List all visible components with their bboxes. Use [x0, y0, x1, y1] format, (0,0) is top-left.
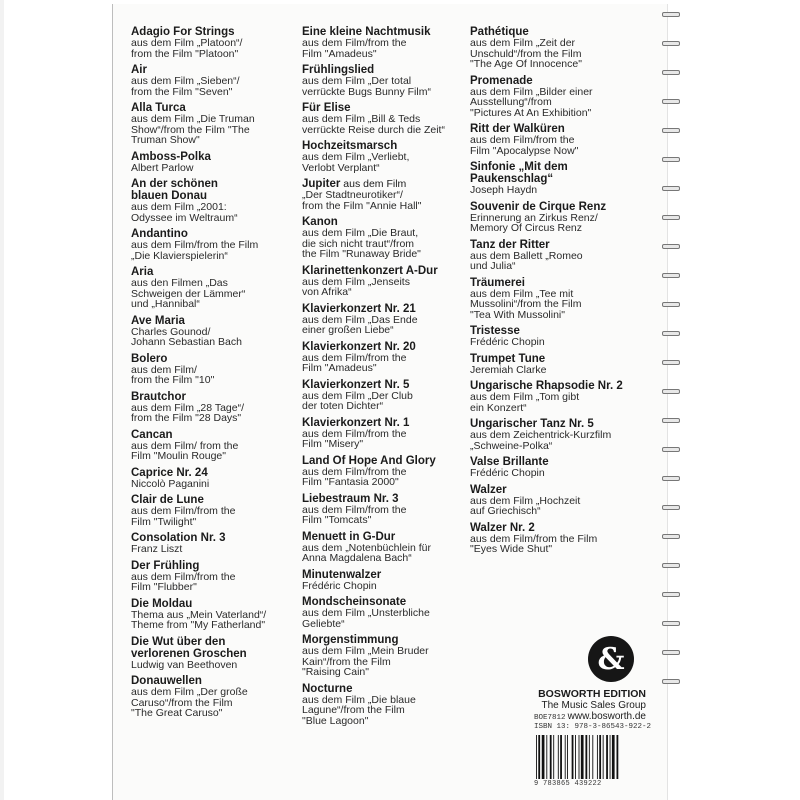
piece-entry — [470, 456, 650, 479]
piece-source: aus dem Film „Das Ende einer großen Liebe“ — [302, 313, 418, 336]
piece-title-text: Träumerei — [470, 276, 525, 289]
binding-ring — [662, 70, 680, 75]
piece-source: aus dem Film/from the Film "Eyes Wide Shut" — [470, 532, 598, 555]
piece-title-text: Trumpet Tune — [470, 352, 546, 365]
piece-entry — [302, 178, 464, 211]
piece-title-text: Klavierkonzert Nr. 21 — [302, 302, 416, 315]
barcode-number: 9 783865 439222 — [534, 780, 602, 788]
piece-entry — [131, 532, 291, 555]
binding-ring — [662, 534, 680, 539]
binding-ring — [662, 215, 680, 220]
piece-entry — [302, 303, 464, 336]
piece-title-text: Andantino — [131, 228, 188, 240]
piece-entry — [131, 391, 291, 424]
piece-source: aus dem Film/from the Film "Misery" — [302, 427, 407, 450]
piece-source: aus den Filmen „Das Schweigen der Lämmer“ und „Hannibal“ — [131, 277, 246, 310]
publisher-block — [506, 636, 646, 722]
piece-entry — [131, 178, 291, 223]
piece-title-text: Walzer — [470, 483, 507, 496]
barcode-bar — [567, 735, 568, 779]
piece-source: aus dem Film „Mein Bruder Kain“/from the Film "Raising Cain" — [302, 645, 429, 678]
piece-title-text: Hochzeitsmarsch — [302, 140, 398, 152]
piece-entry — [302, 140, 464, 173]
piece-entry — [131, 266, 291, 310]
barcode-bar — [560, 735, 562, 779]
piece-source: aus dem Film „Die Truman Show“/from the Film "The Truman Show" — [131, 113, 255, 146]
piece-entry — [470, 325, 650, 348]
piece-title — [131, 178, 291, 202]
piece-title-text: Die Moldau — [131, 597, 193, 610]
contents-column-2 — [302, 26, 464, 731]
piece-entry — [302, 493, 464, 526]
binding-ring — [662, 505, 680, 510]
piece-title-text: Frühlingslied — [302, 64, 375, 76]
piece-title-text: Menuett in G-Dur — [302, 530, 396, 543]
piece-title — [131, 467, 291, 479]
piece-source: Erinnerung an Zirkus Renz/ Memory Of Circus Renz — [470, 211, 598, 234]
piece-entry — [470, 239, 650, 272]
piece-title-text: Bolero — [131, 352, 168, 365]
barcode-area — [534, 714, 652, 788]
piece-title-text: Eine kleine Nachtmusik — [302, 26, 431, 38]
piece-source: aus dem Film/from the Film "Amadeus" — [302, 37, 407, 60]
piece-title-text: Nocturne — [302, 682, 353, 695]
barcode-bar — [542, 735, 545, 779]
barcode-image — [534, 735, 644, 779]
piece-entry — [470, 161, 650, 196]
piece-source: aus dem Film „Der große Caruso“/from the Film "The Great Caruso" — [131, 686, 248, 719]
scan-edge — [0, 0, 4, 800]
piece-source: aus dem Film „Verliebt, Verlobt Verplant“ — [302, 151, 410, 174]
piece-title-text: Für Elise — [302, 102, 351, 114]
publisher-name: BOSWORTH EDITION — [538, 688, 646, 700]
piece-entry — [131, 26, 291, 59]
piece-entry — [302, 26, 464, 59]
piece-source: Franz Liszt — [131, 543, 183, 555]
piece-title — [470, 353, 650, 365]
piece-entry — [131, 467, 291, 490]
piece-source: aus dem Film „28 Tage“/ from the Film "28 Days" — [131, 401, 245, 424]
barcode-bar — [572, 735, 574, 779]
piece-entry — [302, 379, 464, 412]
piece-source: aus dem Film/from the Film "Amadeus" — [302, 351, 407, 374]
binding-ring — [662, 12, 680, 17]
publisher-group: The Music Sales Group — [541, 700, 646, 711]
piece-source: aus dem Film/from the Film „Die Klavierspielerin“ — [131, 239, 259, 262]
piece-entry — [131, 598, 291, 631]
piece-source: Albert Parlow — [131, 161, 194, 174]
piece-title — [131, 315, 291, 327]
piece-title-text: Cancan — [131, 428, 173, 441]
piece-source: aus dem Zeichentrick-Kurzfilm „Schweine-Polka“ — [470, 429, 612, 452]
piece-title — [470, 239, 650, 251]
binding-ring — [662, 99, 680, 104]
piece-title — [470, 522, 650, 534]
piece-source: aus dem Film „Hochzeit auf Griechisch“ — [470, 494, 581, 517]
piece-title — [131, 598, 291, 610]
piece-title — [470, 161, 650, 185]
piece-entry — [131, 151, 291, 174]
binding-ring — [662, 476, 680, 481]
barcode-bar — [592, 735, 593, 779]
piece-entry — [131, 636, 291, 671]
barcode-bar — [546, 735, 547, 779]
piece-source-inline: aus dem Film — [340, 178, 407, 190]
piece-title-text: Ave Maria — [131, 314, 185, 327]
barcode-bar — [597, 735, 598, 779]
piece-source: aus dem Film/ from the Film "10" — [131, 363, 215, 386]
piece-title-text: Ungarischer Tanz Nr. 5 — [470, 418, 594, 430]
piece-source: aus dem Film „Unsterbliche Geliebte“ — [302, 607, 430, 630]
piece-title — [302, 493, 464, 505]
piece-title — [131, 353, 291, 365]
piece-source: Frédéric Chopin — [470, 336, 545, 348]
barcode-bar — [612, 735, 615, 779]
piece-source: aus dem Film „Sieben“/ from the Film "Seven" — [131, 75, 240, 98]
piece-source: aus dem Film „2001: Odyssee im Weltraum“ — [131, 201, 238, 224]
piece-entry — [470, 484, 650, 517]
piece-title-text: Klavierkonzert Nr. 1 — [302, 416, 410, 429]
piece-entry — [302, 417, 464, 450]
binding-ring — [662, 128, 680, 133]
piece-source: aus dem „Notenbüchlein für Anna Magdalena Bach“ — [302, 541, 431, 564]
piece-title-text: Alla Turca — [131, 102, 186, 114]
piece-entry — [302, 341, 464, 374]
contents-column-1 — [131, 26, 291, 724]
piece-source: „Der Stadtneurotiker“/ from the Film "Annie Hall" — [302, 189, 422, 212]
piece-title — [302, 455, 464, 467]
binding-ring — [662, 621, 680, 626]
piece-title-text: Walzer Nr. 2 — [470, 521, 535, 534]
piece-entry — [470, 418, 650, 451]
piece-entry — [302, 216, 464, 260]
barcode-bar — [558, 735, 559, 779]
piece-source: aus dem Film „Der Club der toten Dichter“ — [302, 389, 413, 412]
piece-title-text: Valse Brillante — [470, 456, 549, 468]
piece-title — [470, 484, 650, 496]
piece-entry — [302, 634, 464, 678]
piece-source: aus dem Film „Zeit der Unschuld“/from the Film "The Age Of Innocence" — [470, 37, 582, 70]
piece-entry — [302, 265, 464, 298]
barcode-bar — [610, 735, 611, 779]
piece-source: Charles Gounod/ Johann Sebastian Bach — [131, 325, 242, 348]
piece-title-text: Sinfonie „Mit dem Paukenschlag“ — [470, 161, 568, 185]
piece-entry — [131, 353, 291, 386]
piece-title — [131, 636, 291, 660]
piece-title-text: Brautchor — [131, 390, 186, 403]
piece-title-text: Liebestraum Nr. 3 — [302, 492, 399, 505]
piece-title-text: Klarinettenkonzert A-Dur — [302, 264, 438, 277]
barcode-bar — [538, 735, 540, 779]
barcode-bar — [565, 735, 566, 779]
piece-entry — [470, 277, 650, 321]
binding-ring — [662, 360, 680, 365]
piece-source: Thema aus „Mein Vaterland“/ Theme from "My Fatherland" — [131, 608, 267, 631]
barcode-bar — [575, 735, 576, 779]
piece-source: Niccolò Paganini — [131, 477, 210, 490]
piece-entry — [302, 531, 464, 564]
piece-entry — [302, 596, 464, 629]
bosworth-logo-icon: & — [588, 636, 634, 682]
piece-title — [302, 569, 464, 581]
piece-title-text: An der schönen blauen Donau — [131, 178, 218, 202]
piece-entry — [131, 315, 291, 348]
barcode-bar — [536, 735, 537, 779]
piece-source: aus dem Film/from the Film "Fantasia 2000" — [302, 465, 407, 488]
piece-title — [470, 201, 650, 213]
binding-ring — [662, 418, 680, 423]
piece-title — [302, 531, 464, 543]
publisher-url: www.bosworth.de — [567, 711, 646, 722]
binding-ring — [662, 679, 680, 684]
piece-source: aus dem Film „Platoon“/ from the Film "Platoon" — [131, 37, 243, 60]
piece-entry — [470, 380, 650, 413]
piece-title-text: Mondscheinsonate — [302, 596, 407, 608]
piece-entry — [302, 569, 464, 592]
piece-entry — [470, 522, 650, 555]
piece-title — [470, 277, 650, 289]
piece-entry — [131, 675, 291, 719]
barcode-bar — [585, 735, 587, 779]
piece-title-text: Jupiter — [302, 178, 341, 190]
piece-title-text: Ungarische Rhapsodie Nr. 2 — [470, 380, 623, 392]
barcode-bar — [599, 735, 601, 779]
piece-title — [302, 303, 464, 315]
barcode-bar — [603, 735, 604, 779]
piece-entry — [302, 455, 464, 488]
isbn-line: ISBN 13: 978-3-86543-922-2 — [534, 723, 652, 731]
piece-source: aus dem Film „Bilder einer Ausstellung“/from "Pictures At An Exhibition" — [470, 85, 593, 119]
piece-source: aus dem Film „Tom gibt ein Konzert“ — [470, 391, 580, 414]
barcode-bar — [553, 735, 554, 779]
piece-title-text: Promenade — [470, 74, 533, 87]
piece-entry — [131, 494, 291, 527]
piece-entry — [470, 75, 650, 119]
piece-title-text: Klavierkonzert Nr. 5 — [302, 378, 410, 391]
barcode-bar — [579, 735, 580, 779]
binding-ring — [662, 592, 680, 597]
barcode-bar — [581, 735, 584, 779]
binding-ring — [662, 650, 680, 655]
spiral-binding — [660, 12, 682, 712]
piece-title — [131, 391, 291, 403]
piece-title-text: Die Wut über den verlorenen Groschen — [131, 635, 247, 660]
piece-title-text: Amboss-Polka — [131, 150, 211, 163]
piece-title-text: Minutenwalzer — [302, 568, 382, 581]
binding-ring — [662, 41, 680, 46]
piece-title — [302, 379, 464, 391]
piece-title-text: Aria — [131, 266, 154, 278]
binding-ring — [662, 331, 680, 336]
piece-source: Frédéric Chopin — [470, 467, 545, 479]
piece-title — [131, 151, 291, 163]
piece-title — [470, 75, 650, 87]
piece-title — [302, 683, 464, 695]
piece-title-text: Pathétique — [470, 26, 529, 38]
piece-source: aus dem Film „Jenseits von Afrika“ — [302, 275, 410, 298]
piece-entry — [131, 429, 291, 462]
piece-source: aus dem Film „Die blaue Lagune“/from the Film "Blue Lagoon" — [302, 693, 416, 727]
piece-source: aus dem Film „Die Braut, die sich nicht traut“/from the Film "Runaway Bride" — [302, 227, 421, 260]
piece-entry — [131, 228, 291, 261]
order-number: BOE7812 — [534, 714, 566, 722]
piece-source: Joseph Haydn — [470, 184, 538, 196]
piece-source: aus dem Film/from the Film "Flubber" — [131, 570, 236, 593]
piece-title-text: Donauwellen — [131, 675, 202, 687]
piece-title-text: Air — [131, 64, 147, 76]
piece-entry — [302, 683, 464, 727]
piece-source: aus dem Film/from the Film "Twilight" — [131, 505, 236, 528]
binding-ring — [662, 186, 680, 191]
piece-title-text: Der Frühling — [131, 559, 200, 572]
piece-entry — [131, 102, 291, 146]
piece-title — [302, 265, 464, 277]
barcode-bar — [606, 735, 608, 779]
piece-entry — [131, 64, 291, 97]
piece-title-text: Klavierkonzert Nr. 20 — [302, 340, 416, 353]
piece-title-text: Kanon — [302, 216, 338, 228]
piece-title-text: Tanz der Ritter — [470, 238, 550, 251]
piece-entry — [302, 64, 464, 97]
barcode-bar — [617, 735, 619, 779]
piece-title-text: Land Of Hope And Glory — [302, 454, 436, 467]
binding-ring — [662, 563, 680, 568]
piece-title — [302, 341, 464, 353]
barcode-bar — [589, 735, 590, 779]
piece-source: aus dem Film/ from the Film "Moulin Rouge" — [131, 439, 239, 462]
piece-entry — [470, 201, 650, 234]
piece-title-text: Adagio For Strings — [131, 26, 235, 38]
piece-source: aus dem Ballett „Romeo und Julia“ — [470, 249, 583, 272]
binding-ring — [662, 302, 680, 307]
barcode-bar — [550, 735, 552, 779]
piece-source: aus dem Film „Bill & Teds verrückte Reise durch die Zeit“ — [302, 113, 445, 136]
contents-column-3 — [470, 26, 650, 560]
piece-title-text: Consolation Nr. 3 — [131, 532, 226, 544]
piece-source: aus dem Film „Der total verrückte Bugs Bunny Film“ — [302, 75, 431, 98]
piece-title-text: Clair de Lune — [131, 494, 204, 506]
piece-entry — [470, 353, 650, 376]
piece-title — [131, 560, 291, 572]
piece-title-text: Morgenstimmung — [302, 634, 399, 646]
piece-title — [302, 417, 464, 429]
piece-title-text: Tristesse — [470, 325, 520, 337]
piece-entry — [470, 123, 650, 156]
piece-entry — [131, 560, 291, 593]
piece-source: Ludwig van Beethoven — [131, 658, 238, 671]
binding-ring — [662, 389, 680, 394]
piece-source: Frédéric Chopin — [302, 579, 377, 592]
binding-ring — [662, 273, 680, 278]
piece-source: aus dem Film „Tee mit Mussolini“/from the Film "Tea With Mussolini" — [470, 287, 582, 321]
piece-source: aus dem Film/from the Film "Tomcats" — [302, 503, 407, 526]
piece-title — [131, 429, 291, 441]
binding-ring — [662, 244, 680, 249]
piece-title-text: Caprice Nr. 24 — [131, 466, 208, 479]
piece-source: Jeremiah Clarke — [470, 363, 547, 376]
piece-title-text: Souvenir de Cirque Renz — [470, 200, 607, 213]
piece-entry — [470, 26, 650, 70]
binding-ring — [662, 447, 680, 452]
binding-ring — [662, 157, 680, 162]
piece-title-text: Ritt der Walküren — [470, 123, 565, 135]
piece-source: aus dem Film/from the Film "Apocalypse Now" — [470, 134, 579, 157]
piece-entry — [302, 102, 464, 135]
